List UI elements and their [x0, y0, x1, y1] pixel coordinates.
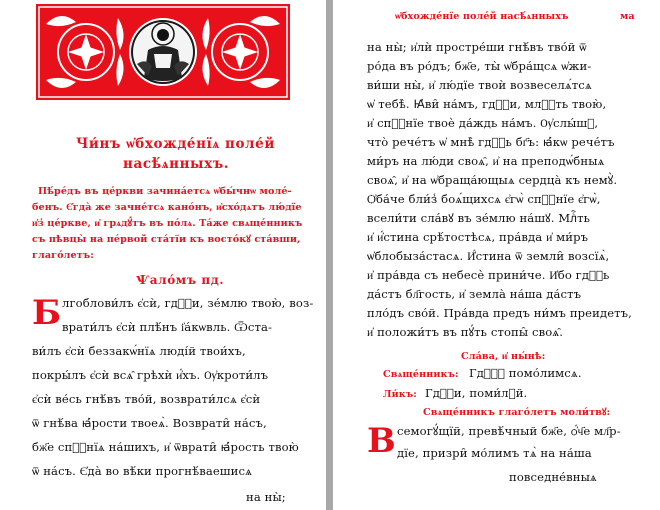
- text-line: Ѻ҆ба́че бли́з̾ боѧ́щихсѧ є҆гѡ̀ спⷭ҇нїе є҆гѡ̀,: [367, 192, 601, 206]
- office-title-line-1: Чи́нъ ѡ҆бхожде́нїѧ поле́й: [76, 136, 275, 152]
- text-line: бж҃е спⷭ҇нїѧ на́шихъ, и҆ ѿврати̑ ꙗ҆́рость твою̀: [32, 440, 299, 454]
- text-line: и҆ пра́вда съ небесѐ прини́че. И҆бо гдⷭ҇ь: [367, 268, 610, 282]
- text-line: покры́лъ є҆сѝ всѧ̑ грѣхѝ и҆́хъ. Ѹ҆кроти́лъ: [32, 368, 269, 382]
- choir-response: Гдⷭ҇и, поми́лꙋй.: [425, 386, 528, 400]
- text-line: всели́ти сла́вꙋ въ зе́млю на́шꙋ. Млⷭ҇ть: [367, 211, 591, 225]
- text-line: да́стъ бл҃гость, и҆ земла̀ на́ша да́стъ: [367, 287, 582, 301]
- left-page: [0, 0, 326, 510]
- folio-number: ма: [620, 11, 635, 22]
- text-line: на ны̀; и҆лѝ простре́ши гнѣ́въ тво́й ѿ: [367, 40, 587, 54]
- priest-label: Свѧще́нникъ:: [383, 369, 459, 380]
- text-line: ѿ на́съ. Є҆да̀ во вѣ́ки прогнѣ́ваешисѧ: [32, 464, 253, 478]
- headpiece-ornament: [36, 4, 290, 100]
- psalm-heading: Ѱало́мъ пд.: [136, 273, 225, 287]
- text-line: лгоблови́лъ є҆сѝ, гдⷭ҇и, зе́млю твою̀, воз-: [62, 296, 314, 310]
- doxology-rubric: Сла́ва, и҆ ны́нѣ:: [461, 351, 546, 362]
- office-title-line-2: насѣ́ѧнныхъ.: [123, 156, 230, 172]
- drop-cap-initial: Б: [32, 293, 62, 333]
- text-line: семогꙋ́щїй, превѣ́чный бж҃е, ѻ҆́ч҃е мл҃р-: [397, 424, 621, 438]
- text-line: своѧ̑, и҆ на ѡ҆браща́ющыѧ сердца̀ къ немꙋ̀.: [367, 173, 618, 187]
- running-head: ѡ҆бхожде́нїе поле́й насѣ́ѧнныхъ: [395, 11, 569, 22]
- rubric-line: бенъ. Є҆гда̀ же зачне́тсѧ кано́нъ, и҆схо́дѧтъ лю́дїе: [32, 202, 302, 213]
- prayer-rubric: Свѧще́нникъ глаго́летъ моли́твꙋ:: [423, 407, 611, 418]
- text-line: ѡ҆блобыза́стасѧ. И҆́стина ѿ земли̑ возсїѧ̀,: [367, 249, 610, 263]
- text-line: что̀ рече́тъ ѡ҆ мнѣ̀ гдⷭ҇ь бг҃ъ: ꙗ҆́кѡ рече́тъ: [367, 135, 615, 149]
- text-line: ѿ гнѣ́ва ꙗ҆́рости твоеѧ̀. Возврати̑ на́съ,: [32, 416, 267, 430]
- choir-label: Ли́къ:: [383, 389, 417, 400]
- text-line: дїе, призри̑ мо́лимъ тѧ̀ на на́ша: [397, 446, 592, 460]
- priest-exclamation: Гдⷭ҇ꙋ помо́лимсѧ.: [469, 366, 582, 380]
- rubric-line: и҆з̾ це́ркве, и҆ грѧдꙋ́тъ въ по́лѧ. Та́же свѧще́нникъ: [32, 218, 303, 229]
- rubric-line: Пѣ́ре́дъ въ це́ркви зачина́етсѧ ѡ҆бы́чнѡ моле́-: [38, 186, 292, 197]
- page-gutter: [326, 0, 333, 510]
- text-line: ви́ши ны̀, и҆ лю́дїе твоѝ возвеселѧ́тсѧ: [367, 78, 592, 92]
- right-page: [333, 0, 660, 510]
- drop-cap-initial: В: [367, 421, 396, 461]
- text-line: ѡ҆ тебѣ̀. Ꙗ҆ви̑ на́мъ, гдⷭ҇и, млⷭ҇ть твою̀,: [367, 97, 607, 111]
- text-line: и҆ и҆́стина срѣ́тостѣсѧ, пра́вда и҆ ми́ръ: [367, 230, 589, 244]
- text-line: ми́ръ на лю́ди своѧ̑, и҆ на преподѡ́бныѧ: [367, 154, 605, 168]
- text-line: врати́лъ є҆сѝ плѣ́нъ і҆а́кѡвль. Ѿста-: [62, 320, 273, 334]
- text-line: ро́да въ ро́дъ; бж҃е, ты̀ ѡ҆бра́щсѧ ѡ҆жи-: [367, 59, 592, 73]
- catchword: на ны̀;: [246, 490, 286, 504]
- catchword: повседне́вныѧ: [509, 470, 597, 484]
- rubric-line: съ пѣвцы̀ на пе́рвой ста́тїи къ восто́кꙋ ста́вши,: [32, 234, 301, 245]
- text-line: и҆ спⷭ҇нїе твоѐ да́ждь на́мъ. Ѹ҆слы́шꙋ,: [367, 116, 599, 130]
- text-line: и҆ положи́тъ въ пꙋ́ть стопы̑ своѧ̑.: [367, 325, 564, 339]
- text-line: ви́лъ є҆сѝ беззакѡ́нїѧ люді́й твои́хъ,: [32, 344, 246, 358]
- rubric-line: глаго́летъ:: [32, 250, 94, 261]
- text-line: пло́дъ сво́й. Пра́вда предъ ни́мъ преидетъ,: [367, 306, 632, 320]
- text-line: є҆сѝ ве́сь гнѣ́въ тво́й, возврати́лсѧ є҆сѝ: [32, 392, 261, 406]
